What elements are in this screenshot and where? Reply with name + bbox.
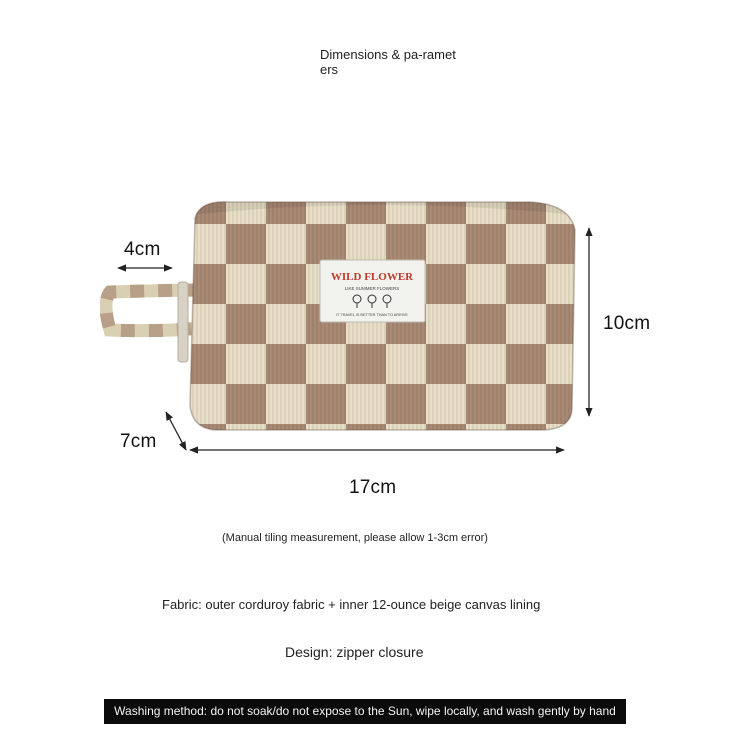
page-title: Dimensions & pa-rameters [320,47,456,77]
brand-label-title: WILD FLOWER [330,271,414,283]
washing-method-bar [104,699,626,724]
width-label: 17cm [349,477,397,498]
handle-length-label: 4cm [124,239,161,260]
depth-arrow [166,412,186,450]
height-label: 10cm [603,313,651,334]
fabric-info: Fabric: outer corduroy fabric + inner 12-ounce beige canvas lining [162,597,541,612]
washing-method-text: Washing method: do not soak/do not expose to the Sun, wipe locally, and wash gently by hand [114,704,616,718]
brand-label-subtitle: LIKE SUMMER FLOWERS [344,286,400,291]
depth-label: 7cm [120,431,157,452]
measurement-note: (Manual tiling measurement, please allow 1-3cm error) [222,532,488,544]
design-info: Design: zipper closure [285,644,424,660]
brand-label-footer: IT TRAVEL IS BETTER THAN TO ARRIVE [336,313,408,317]
